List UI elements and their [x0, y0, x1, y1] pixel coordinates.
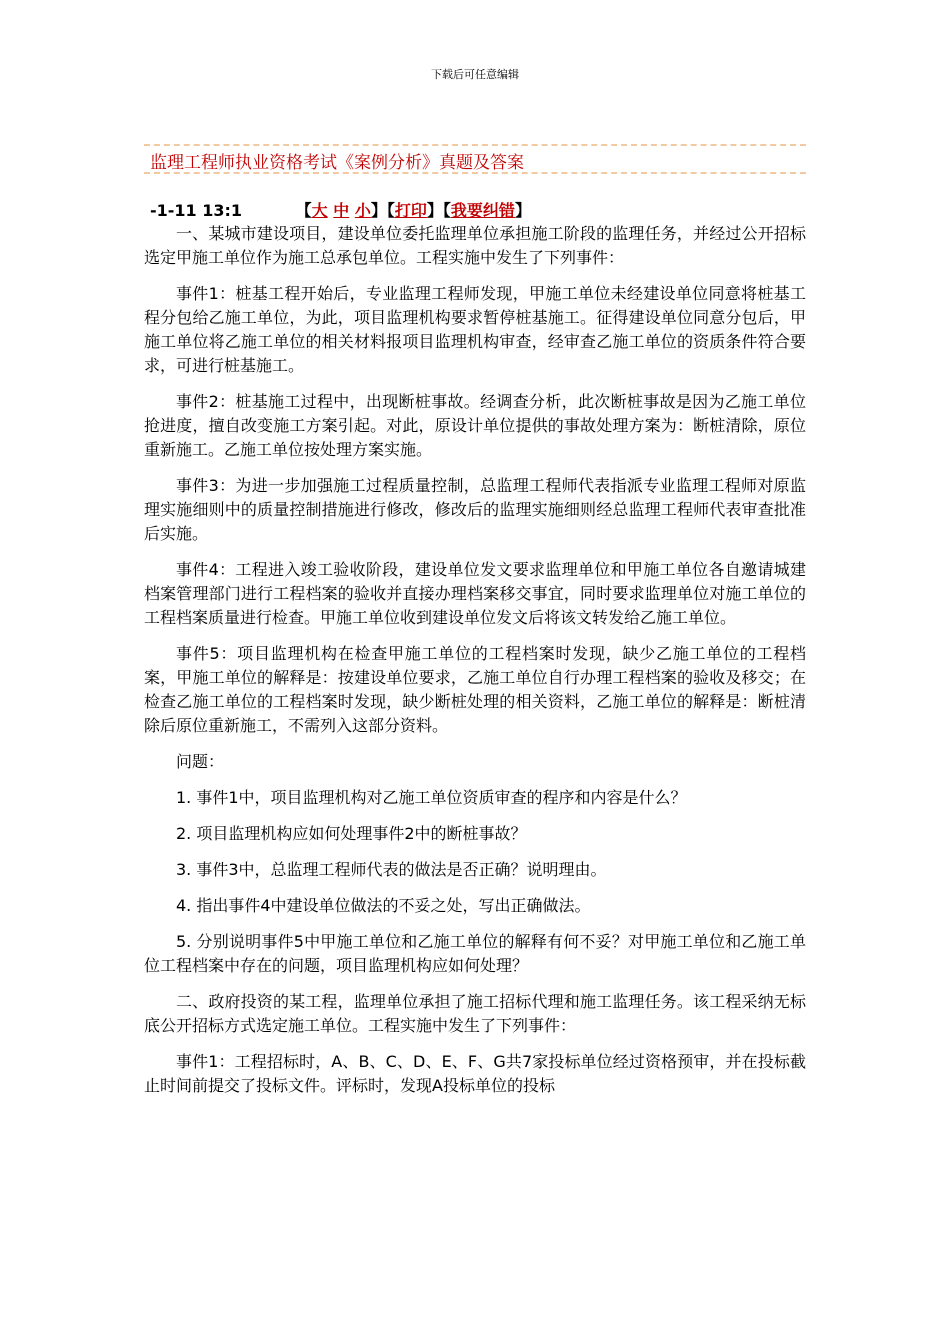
- print-link[interactable]: 打印: [394, 201, 427, 220]
- question-item: 5. 分别说明事件5中甲施工单位和乙施工单位的解释有何不妥？对甲施工单位和乙施工单位工程档案中存在的问题，项目监理机构应如何处理？: [144, 932, 806, 975]
- bracket-open: 【: [442, 201, 451, 220]
- article-body: [144, 222, 806, 1110]
- question-item: 1. 事件1中，项目监理机构对乙施工单位资质审查的程序和内容是什么？: [176, 788, 687, 807]
- paragraph: 二、政府投资的某工程，监理单位承担了施工招标代理和施工监理任务。该工程采纳无标底公开招标方式选定施工单位。工程实施中发生了下列事件：: [144, 992, 806, 1035]
- font-size-medium-link[interactable]: 中: [333, 201, 350, 220]
- page-title: 监理工程师执业资格考试《案例分析》真题及答案: [150, 153, 524, 173]
- publish-date: -1-11 13:1: [150, 201, 243, 220]
- article-meta: [150, 198, 531, 221]
- paragraph: 事件1：工程招标时，A、B、C、D、E、F、G共7家投标单位经过资格预审，并在投标截止时间前提交了投标文件。评标时，发现A投标单位的投标: [144, 1052, 806, 1095]
- font-size-large-link[interactable]: 大: [311, 201, 328, 220]
- report-error-link[interactable]: 我要纠错: [450, 201, 515, 220]
- font-size-small-link[interactable]: 小: [354, 201, 371, 220]
- bracket-close: 】: [370, 201, 387, 220]
- question-item: 2. 项目监理机构应如何处理事件2中的断桩事故？: [176, 824, 527, 843]
- paragraph: 事件1：桩基工程开始后，专业监理工程师发现，甲施工单位未经建设单位同意将桩基工程分包给乙施工单位，为此，项目监理机构要求暂停桩基施工。征得建设单位同意分包后，甲施工单位将乙施工单位的相关材料报项目监理机构审查，经审查乙施工单位的资质条件符合要求，可进行桩基施工。: [144, 284, 806, 375]
- bracket-open: 【: [386, 201, 395, 220]
- paragraph: 事件5：项目监理机构在检查甲施工单位的工程档案时发现，缺少乙施工单位的工程档案，甲施工单位的解释是：按建设单位要求，乙施工单位自行办理工程档案的验收及移交；在检查乙施工单位的工程档案时发现，缺少断桩处理的相关资料，乙施工单位的解释是：断桩清除后原位重新施工，不需列入这部分资料。: [144, 644, 806, 735]
- questions-heading: 问题：: [176, 752, 225, 771]
- paragraph: 事件4：工程进入竣工验收阶段，建设单位发文要求监理单位和甲施工单位各自邀请城建档案管理部门进行工程档案的验收并直接办理档案移交事宜，同时要求监理单位对施工单位的工程档案质量进行检查。甲施工单位收到建设单位发文后将该文转发给乙施工单位。: [144, 560, 806, 627]
- bracket-open: 【: [295, 201, 312, 220]
- header-note: 下载后可任意编辑: [431, 68, 519, 81]
- paragraph: 一、某城市建设项目，建设单位委托监理单位承担施工阶段的监理任务，并经过公开招标选定甲施工单位作为施工总承包单位。工程实施中发生了下列事件：: [144, 224, 806, 267]
- question-item: 3. 事件3中，总监理工程师代表的做法是否正确？说明理由。: [176, 860, 607, 879]
- paragraph: 事件3：为进一步加强施工过程质量控制，总监理工程师代表指派专业监理工程师对原监理实施细则中的质量控制措施进行修改，修改后的监理实施细则经总监理工程师代表审查批准后实施。: [144, 476, 806, 543]
- paragraph: 事件2：桩基施工过程中，出现断桩事故。经调查分析，此次断桩事故是因为乙施工单位抢进度，擅自改变施工方案引起。对此，原设计单位提供的事故处理方案为：断桩清除，原位重新施工。乙施工单位按处理方案实施。: [144, 392, 806, 459]
- title-divider-top: [144, 144, 806, 146]
- title-divider-bottom: [144, 172, 806, 174]
- title-block: [144, 140, 806, 178]
- question-item: 4. 指出事件4中建设单位做法的不妥之处，写出正确做法。: [176, 896, 591, 915]
- bracket-close: 】: [426, 201, 443, 220]
- bracket-close: 】: [514, 201, 531, 220]
